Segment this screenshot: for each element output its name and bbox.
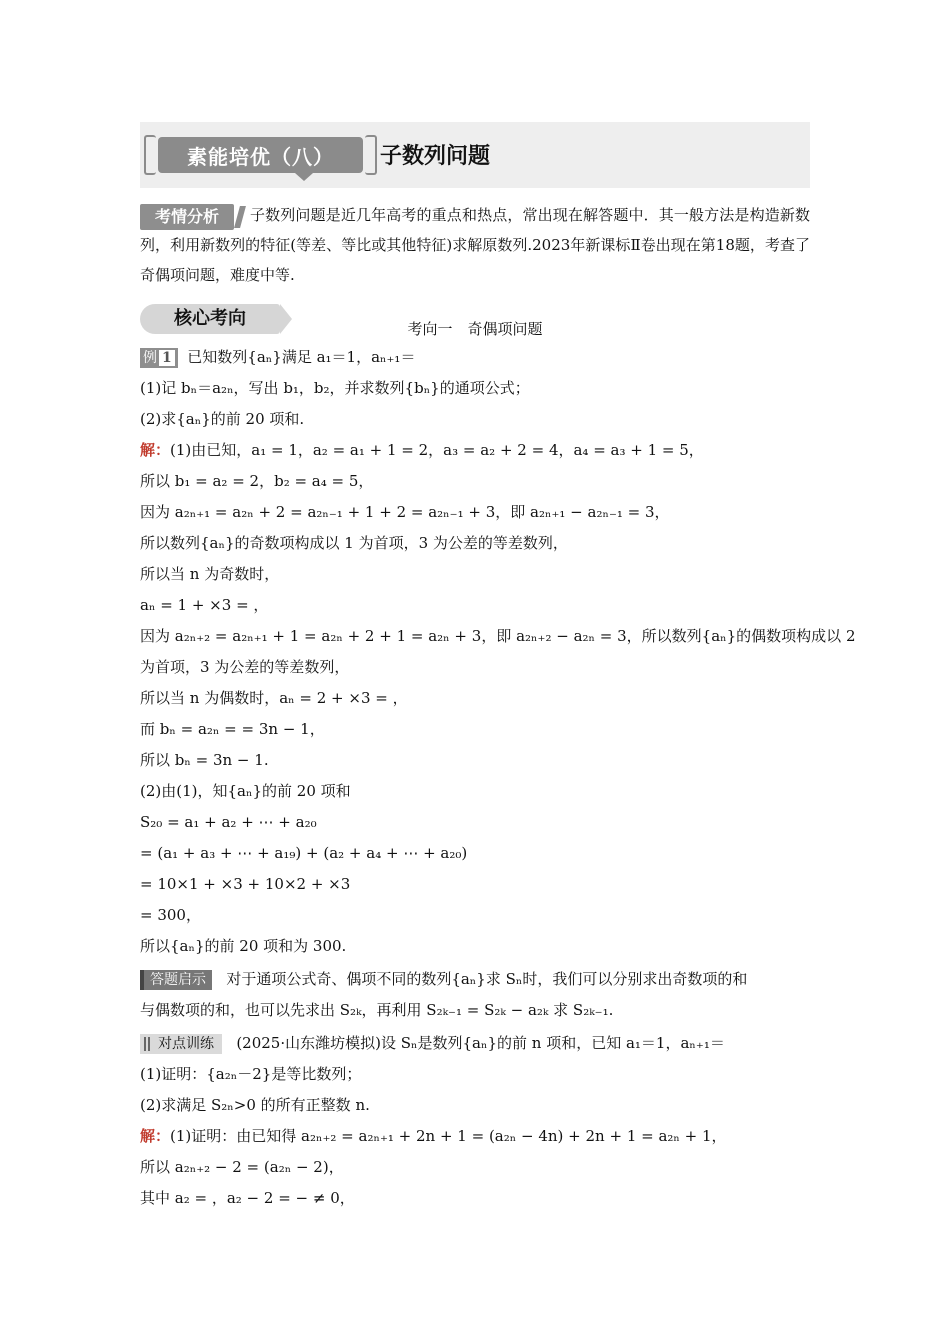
banner-tag: 素能培优（八） [158, 137, 363, 173]
solution-line: 所以当 n 为偶数时，aₙ = 2 + ×3 = ， [140, 689, 408, 707]
solution-line: = 300， [140, 906, 201, 924]
example-1-statement [140, 342, 810, 373]
hint-line: 与偶数项的和，也可以先求出 S₂ₖ，再利用 S₂ₖ₋₁ = S₂ₖ − a₂ₖ 求 S₂ₖ₋₁. [140, 1001, 614, 1019]
hint-tag: 答题启示 [140, 970, 212, 990]
solution-line: 所以 bₙ = 3n − 1. [140, 751, 269, 769]
drill-line: (2)求满足 S₂ₙ>0 的所有正整数 n. [140, 1096, 370, 1114]
solution-line: S₂₀ = a₁ + a₂ + ⋯ + a₂₀ [140, 813, 317, 831]
solution-line: = (a₁ + a₃ + ⋯ + a₁₉) + (a₂ + a₄ + ⋯ + a₂₀) [140, 844, 468, 862]
analysis-paragraph [140, 200, 810, 290]
banner-title: 子数列问题 [380, 144, 491, 169]
solution-line: 因为 a₂ₙ₊₂ = a₂ₙ₊₁ + 1 = a₂ₙ + 2 + 1 = a₂ₙ + 3，即 a₂ₙ₊₂ − a₂ₙ = 3，所以数列{aₙ}的偶数项构成以 2 [140, 627, 856, 645]
core-header [140, 304, 810, 338]
hint-box [140, 964, 810, 1026]
banner-notch [295, 173, 313, 181]
solution-line: aₙ = 1 + ×3 = ， [140, 596, 269, 614]
solution-line: 因为 a₂ₙ₊₁ = a₂ₙ + 2 = a₂ₙ₋₁ + 1 + 2 = a₂ₙ₋₁ + 3，即 a₂ₙ₊₁ − a₂ₙ₋₁ = 3， [140, 503, 670, 521]
section-banner [140, 122, 810, 188]
solution-label: 解： [140, 441, 171, 459]
solution-line: 而 bₙ = a₂ₙ = = 3n − 1， [140, 720, 325, 738]
solution-line: 为首项，3 为公差的等差数列， [140, 658, 350, 676]
solution-line: 所以当 n 为奇数时， [140, 565, 280, 583]
example-line: 已知数列{aₙ}满足 a₁＝1，aₙ₊₁＝ [187, 348, 416, 366]
solution-2 [140, 1121, 810, 1214]
example-line: (1)记 bₙ＝a₂ₙ，写出 b₁，b₂，并求数列{bₙ}的通项公式； [140, 379, 530, 397]
solution-line: = 10×1 + ×3 + 10×2 + ×3 [140, 875, 351, 893]
solution-line: 所以{aₙ}的前 20 项和为 300. [140, 937, 347, 955]
analysis-text: 子数列问题是近几年高考的重点和热点，常出现在解答题中．其一般方法是构造新数列，利用新数列的特征(等差、等比或其他特征)求解原数列.2023年新课标Ⅱ卷出现在第18题，考查了奇偶项问题，难度中等. [140, 206, 810, 284]
solution-line: 解：(1)由已知，a₁ = 1，a₂ = a₁ + 1 = 2，a₃ = a₂ + 2 = 4，a₄ = a₃ + 1 = 5， [140, 441, 704, 459]
hint-line: 答题启示 对于通项公式奇、偶项不同的数列{aₙ}求 Sₙ时，我们可以分别求出奇数项的和 [140, 964, 810, 995]
solution-line: (2)由(1)，知{aₙ}的前 20 项和 [140, 782, 351, 800]
drill-tag: 对点训练 [140, 1034, 222, 1054]
example-1 [140, 342, 810, 435]
solution-line: 所以数列{aₙ}的奇数项构成以 1 为首项，3 为公差的等差数列， [140, 534, 568, 552]
example-tag: 例 1 [140, 348, 178, 368]
solution-line: 其中 a₂ = ，a₂ − 2 = − ≠ 0， [140, 1189, 355, 1207]
drill-line: 对点训练 (2025·山东潍坊模拟)设 Sₙ是数列{aₙ}的前 n 项和，已知 a₁＝1，aₙ₊₁＝ [140, 1028, 810, 1059]
core-tag: 核心考向 [140, 304, 280, 334]
direction-title: 考向一 奇偶项问题 [407, 320, 543, 338]
solution-line: 解：(1)证明：由已知得 a₂ₙ₊₂ = a₂ₙ₊₁ + 2n + 1 = (a₂ₙ − 4n) + 2n + 1 = a₂ₙ + 1， [140, 1127, 727, 1145]
drill-box [140, 1028, 810, 1121]
solution-line: 所以 a₂ₙ₊₂ − 2 = (a₂ₙ − 2)， [140, 1158, 344, 1176]
drill-line: (1)证明：{a₂ₙ－2}是等比数列； [140, 1065, 362, 1083]
solution-line: 所以 b₁ = a₂ = 2，b₂ = a₄ = 5， [140, 472, 374, 490]
example-line: (2)求{aₙ}的前 20 项和. [140, 410, 305, 428]
solution-label: 解： [140, 1127, 171, 1145]
solution-1 [140, 435, 856, 962]
analysis-tag: 考情分析 [140, 204, 234, 230]
document-page [140, 122, 856, 1214]
